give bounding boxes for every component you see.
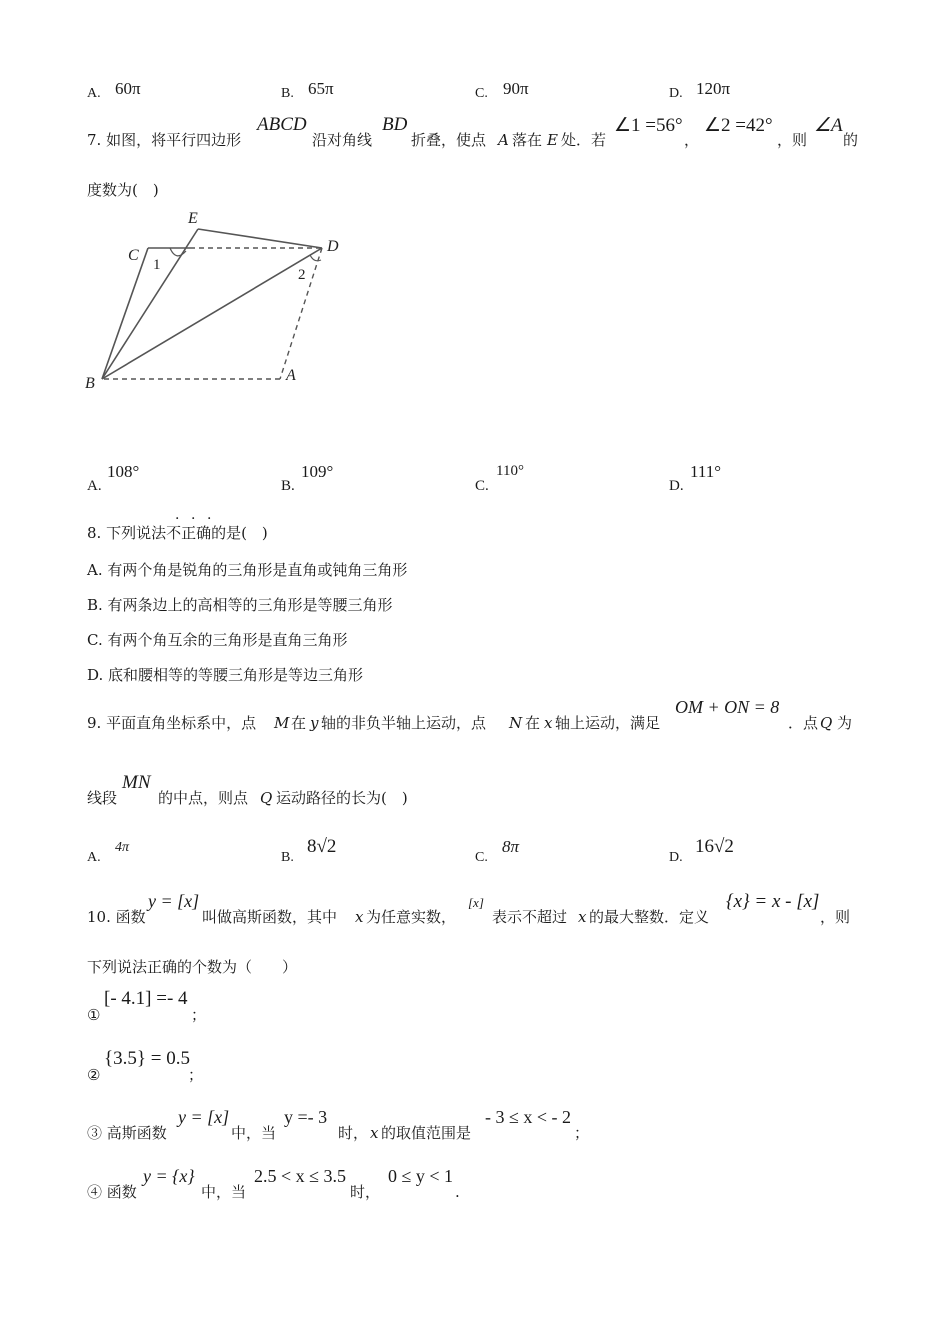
q7-option-d-label: D. <box>669 478 684 494</box>
q9-axis-y: y <box>310 714 319 732</box>
q8-emphasis-dot: · <box>175 511 180 527</box>
q9-option-b-label: B. <box>281 850 294 865</box>
q6-option-b-label: B. <box>281 86 294 101</box>
q6-option-b-value: 65π <box>308 79 334 98</box>
q10-text-6: ，则 <box>820 908 851 926</box>
q9-text-3: 轴的非负半轴上运动，点 <box>321 714 487 732</box>
q7-label-angle2: 2 <box>298 267 306 283</box>
q7-text-6: ，则 <box>777 131 808 149</box>
q10-var-x: x <box>355 908 364 926</box>
q7-label-b: B <box>85 375 95 392</box>
q9-option-c-value: 8π <box>502 837 520 856</box>
q9-option-d-value: 16√2 <box>695 836 734 857</box>
q10-item4-math-2: 2.5 < x ≤ 3.5 <box>254 1166 347 1186</box>
q10-item3-var-x: x <box>370 1124 379 1142</box>
q6-option-c-value: 90π <box>503 79 529 98</box>
q10-item1-math: [- 4.1] =- 4 <box>104 988 188 1009</box>
q10-item3-math-3: - 3 ≤ x < - 2 <box>485 1107 572 1127</box>
q10-math-definition: {x} = x - [x] <box>726 891 820 912</box>
q10-item4-text-c: 时， <box>350 1183 381 1201</box>
q7-label-d: D <box>327 238 339 255</box>
q10-item4-end: . <box>455 1183 460 1201</box>
q9-point-q2: Q <box>260 789 273 807</box>
q7-line-bc <box>102 248 148 379</box>
q7-text-2: 沿对角线 <box>312 131 373 149</box>
q9-text-2: 在 <box>291 714 307 732</box>
q9-math-mn: MN <box>122 772 151 793</box>
q7-line-2: 度数为( ) <box>87 181 159 199</box>
q9-line2-b: 的中点，则点 <box>158 789 249 807</box>
q10-item2-mark: ② <box>87 1066 101 1084</box>
q9-option-a-value: 4π <box>115 840 130 855</box>
q10-item4-text-a: ④ 函数 <box>87 1183 137 1201</box>
q7-line-bd <box>102 248 322 379</box>
q9-option-c-label: C. <box>475 850 488 865</box>
q6-option-a-label: A. <box>87 86 101 101</box>
q7-math-angle1: ∠1 =56° <box>614 115 683 136</box>
q8-option-d: D. 底和腰相等的等腰三角形是等边三角形 <box>87 666 364 684</box>
q6-option-d-value: 120π <box>696 79 731 98</box>
q9-line2-c: 运动路径的长为( ) <box>276 789 408 807</box>
q10-item3-math-2: y =- 3 <box>284 1107 328 1127</box>
q7-label-a: A <box>286 367 296 384</box>
q10-item3-math-1: y = [x] <box>178 1107 230 1127</box>
q10-text-3: 为任意实数， <box>366 908 457 926</box>
q9-text-5: 轴上运动，满足 <box>555 714 661 732</box>
q10-item3-text-a: ③ 高斯函数 <box>87 1124 167 1142</box>
q10-item4-math-1: y = {x} <box>143 1166 195 1186</box>
q9-point-m: M <box>274 714 290 732</box>
q10-var-x2: x <box>578 908 587 926</box>
q7-figure <box>80 205 360 400</box>
q9-line2-a: 线段 <box>87 789 118 807</box>
q9-math-condition: OM + ON = 8 <box>675 697 780 717</box>
q9-text-6: ．点 <box>788 714 819 732</box>
q7-line-be <box>102 229 198 379</box>
q7-math-bd: BD <box>382 114 408 135</box>
q7-text-1: 7. 如图，将平行四边形 <box>87 131 242 149</box>
q7-math-angle-a: ∠A <box>814 115 843 136</box>
q7-line-ed <box>198 229 322 248</box>
q6-option-c-label: C. <box>475 86 488 101</box>
q7-text-4: 落在 <box>512 131 543 149</box>
q9-text-4: 在 <box>525 714 541 732</box>
q10-line-2: 下列说法正确的个数为（ ） <box>87 958 298 976</box>
q7-point-e: E <box>547 131 558 149</box>
q9-option-b-value: 8√2 <box>307 836 337 857</box>
q7-text-3: 折叠，使点 <box>411 131 487 149</box>
q10-math-bracket-x: [x] <box>468 895 484 910</box>
q7-label-c: C <box>128 247 139 264</box>
q7-comma: ， <box>684 131 700 149</box>
q8-emphasis-dot: · <box>191 511 196 527</box>
q10-item4-text-b: 中，当 <box>201 1183 247 1201</box>
q7-label-e: E <box>188 210 198 227</box>
q10-math-y-floor: y = [x] <box>148 891 200 911</box>
q7-math-angle2: ∠2 =42° <box>704 115 773 136</box>
q9-option-a-label: A. <box>87 850 101 865</box>
q7-option-a-value: 108° <box>107 462 140 481</box>
q8-emphasis-dot: · <box>207 511 212 527</box>
q10-text-1: 10. 函数 <box>87 908 146 926</box>
q10-item3-text-b: 中，当 <box>231 1124 277 1142</box>
q8-option-a: A. 有两个角是锐角的三角形是直角或钝角三角形 <box>87 561 408 579</box>
q10-text-4: 表示不超过 <box>492 908 568 926</box>
q7-label-angle1: 1 <box>153 257 161 273</box>
q8-stem: 8. 下列说法不正确的是( ) <box>87 524 268 542</box>
q10-item2-end: ； <box>188 1066 204 1084</box>
q10-item4-math-3: 0 ≤ y < 1 <box>388 1166 454 1186</box>
q10-item1-mark: ① <box>87 1006 101 1024</box>
q7-option-b-value: 109° <box>301 462 334 481</box>
q7-point-a: A <box>498 131 509 149</box>
q10-text-2: 叫做高斯函数，其中 <box>202 908 338 926</box>
q9-axis-x: x <box>544 714 553 732</box>
q10-item3-end: ； <box>574 1124 590 1142</box>
q7-option-a-label: A. <box>87 478 102 494</box>
q6-option-a-value: 60π <box>115 79 141 98</box>
q7-option-c-value: 110° <box>496 463 524 479</box>
q10-item1-end: ； <box>191 1006 207 1024</box>
q7-math-abcd: ABCD <box>257 114 307 135</box>
q7-option-c-label: C. <box>475 478 489 494</box>
q6-option-d-label: D. <box>669 86 683 101</box>
q9-text-1: 9. 平面直角坐标系中，点 <box>87 714 257 732</box>
q9-text-7: 为 <box>837 714 853 732</box>
q10-text-5: 的最大整数．定义 <box>589 908 710 926</box>
q10-item3-text-d: 的取值范围是 <box>381 1124 472 1142</box>
q8-option-c: C. 有两个角互余的三角形是直角三角形 <box>87 631 348 649</box>
q10-item2-math: {3.5} = 0.5 <box>104 1048 190 1069</box>
q7-option-b-label: B. <box>281 478 295 494</box>
q9-point-q: Q <box>820 714 833 732</box>
q8-option-b: B. 有两条边上的高相等的三角形是等腰三角形 <box>87 596 393 614</box>
q7-option-d-value: 111° <box>690 462 722 481</box>
q9-option-d-label: D. <box>669 850 683 865</box>
q10-item3-text-c: 时， <box>338 1124 369 1142</box>
q7-text-7: 的 <box>843 131 859 149</box>
q7-text-5: 处．若 <box>561 131 607 149</box>
q9-point-n: N <box>509 714 523 732</box>
